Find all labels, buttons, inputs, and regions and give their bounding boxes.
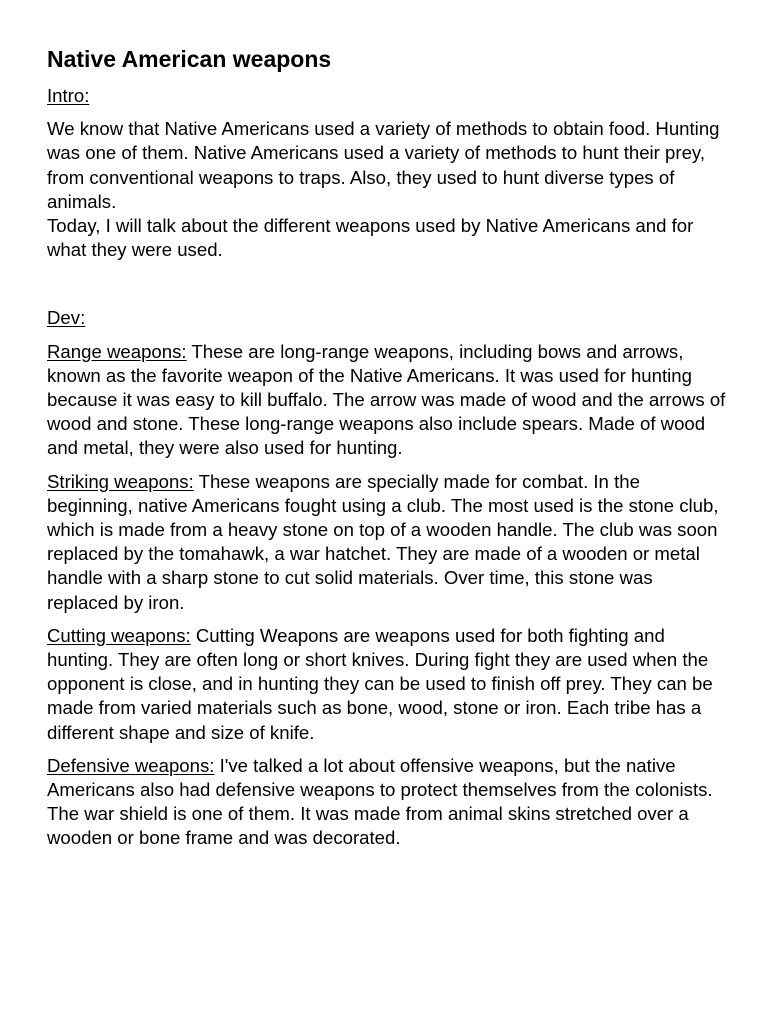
defensive-weapons-paragraph: [47, 754, 727, 851]
striking-weapons-text: These weapons are specially made for combat. In the beginning, native Americans fought using a club. The most used is the stone club, which is made from a heavy stone on top of a wooden handle. The club was soon replaced by the tomahawk, a war hatchet. They are made of a wooden or metal handle with a sharp stone to cut solid materials. Over time, this stone was replaced by iron.: [47, 470, 719, 613]
defensive-weapons-text: I've talked a lot about offensive weapons, but the native Americans also had defensive weapons to protect themselves from the colonists. The war shield is one of them. It was made from animal skins stretched over a wooden or bone frame and was decorated.: [47, 754, 713, 849]
section-spacer: [47, 262, 727, 306]
intro-heading: Intro:: [47, 85, 90, 106]
cutting-weapons-paragraph: [47, 624, 727, 745]
striking-weapons-label: Striking weapons:: [47, 470, 194, 492]
dev-heading: Dev:: [47, 307, 86, 329]
cutting-weapons-label: Cutting weapons:: [47, 624, 191, 646]
range-weapons-label: Range weapons:: [47, 340, 187, 362]
document-content: [47, 44, 727, 860]
document-title: Native American weapons: [47, 46, 332, 72]
cutting-weapons-text: Cutting Weapons are weapons used for both fighting and hunting. They are often long or short knives. During fight they are used when the opponent is close, and in hunting they can be used to finish off prey. They can be made from varied materials such as bone, wood, stone or iron. Each tribe has a different shape and size of knife.: [47, 624, 713, 743]
striking-weapons-paragraph: [47, 470, 727, 615]
range-weapons-text: These are long-range weapons, including bows and arrows, known as the favorite weapon of the Native Americans. It was used for hunting because it was easy to kill buffalo. The arrow was made of wood and the arrows of wood and stone. These long-range weapons also include spears. Made of wood and metal, they were also used for hunting.: [47, 340, 726, 459]
intro-paragraph-2: Today, I will talk about the different weapons used by Native Americans and for what they were used.: [47, 215, 694, 261]
intro-paragraph-1: We know that Native Americans used a variety of methods to obtain food. Hunting was one of them. Native Americans used a variety of methods to hunt their prey, from conventional weapons to traps. Also, they used to hunt diverse types of animals.: [47, 118, 720, 212]
defensive-weapons-label: Defensive weapons:: [47, 754, 215, 776]
range-weapons-paragraph: [47, 340, 727, 461]
